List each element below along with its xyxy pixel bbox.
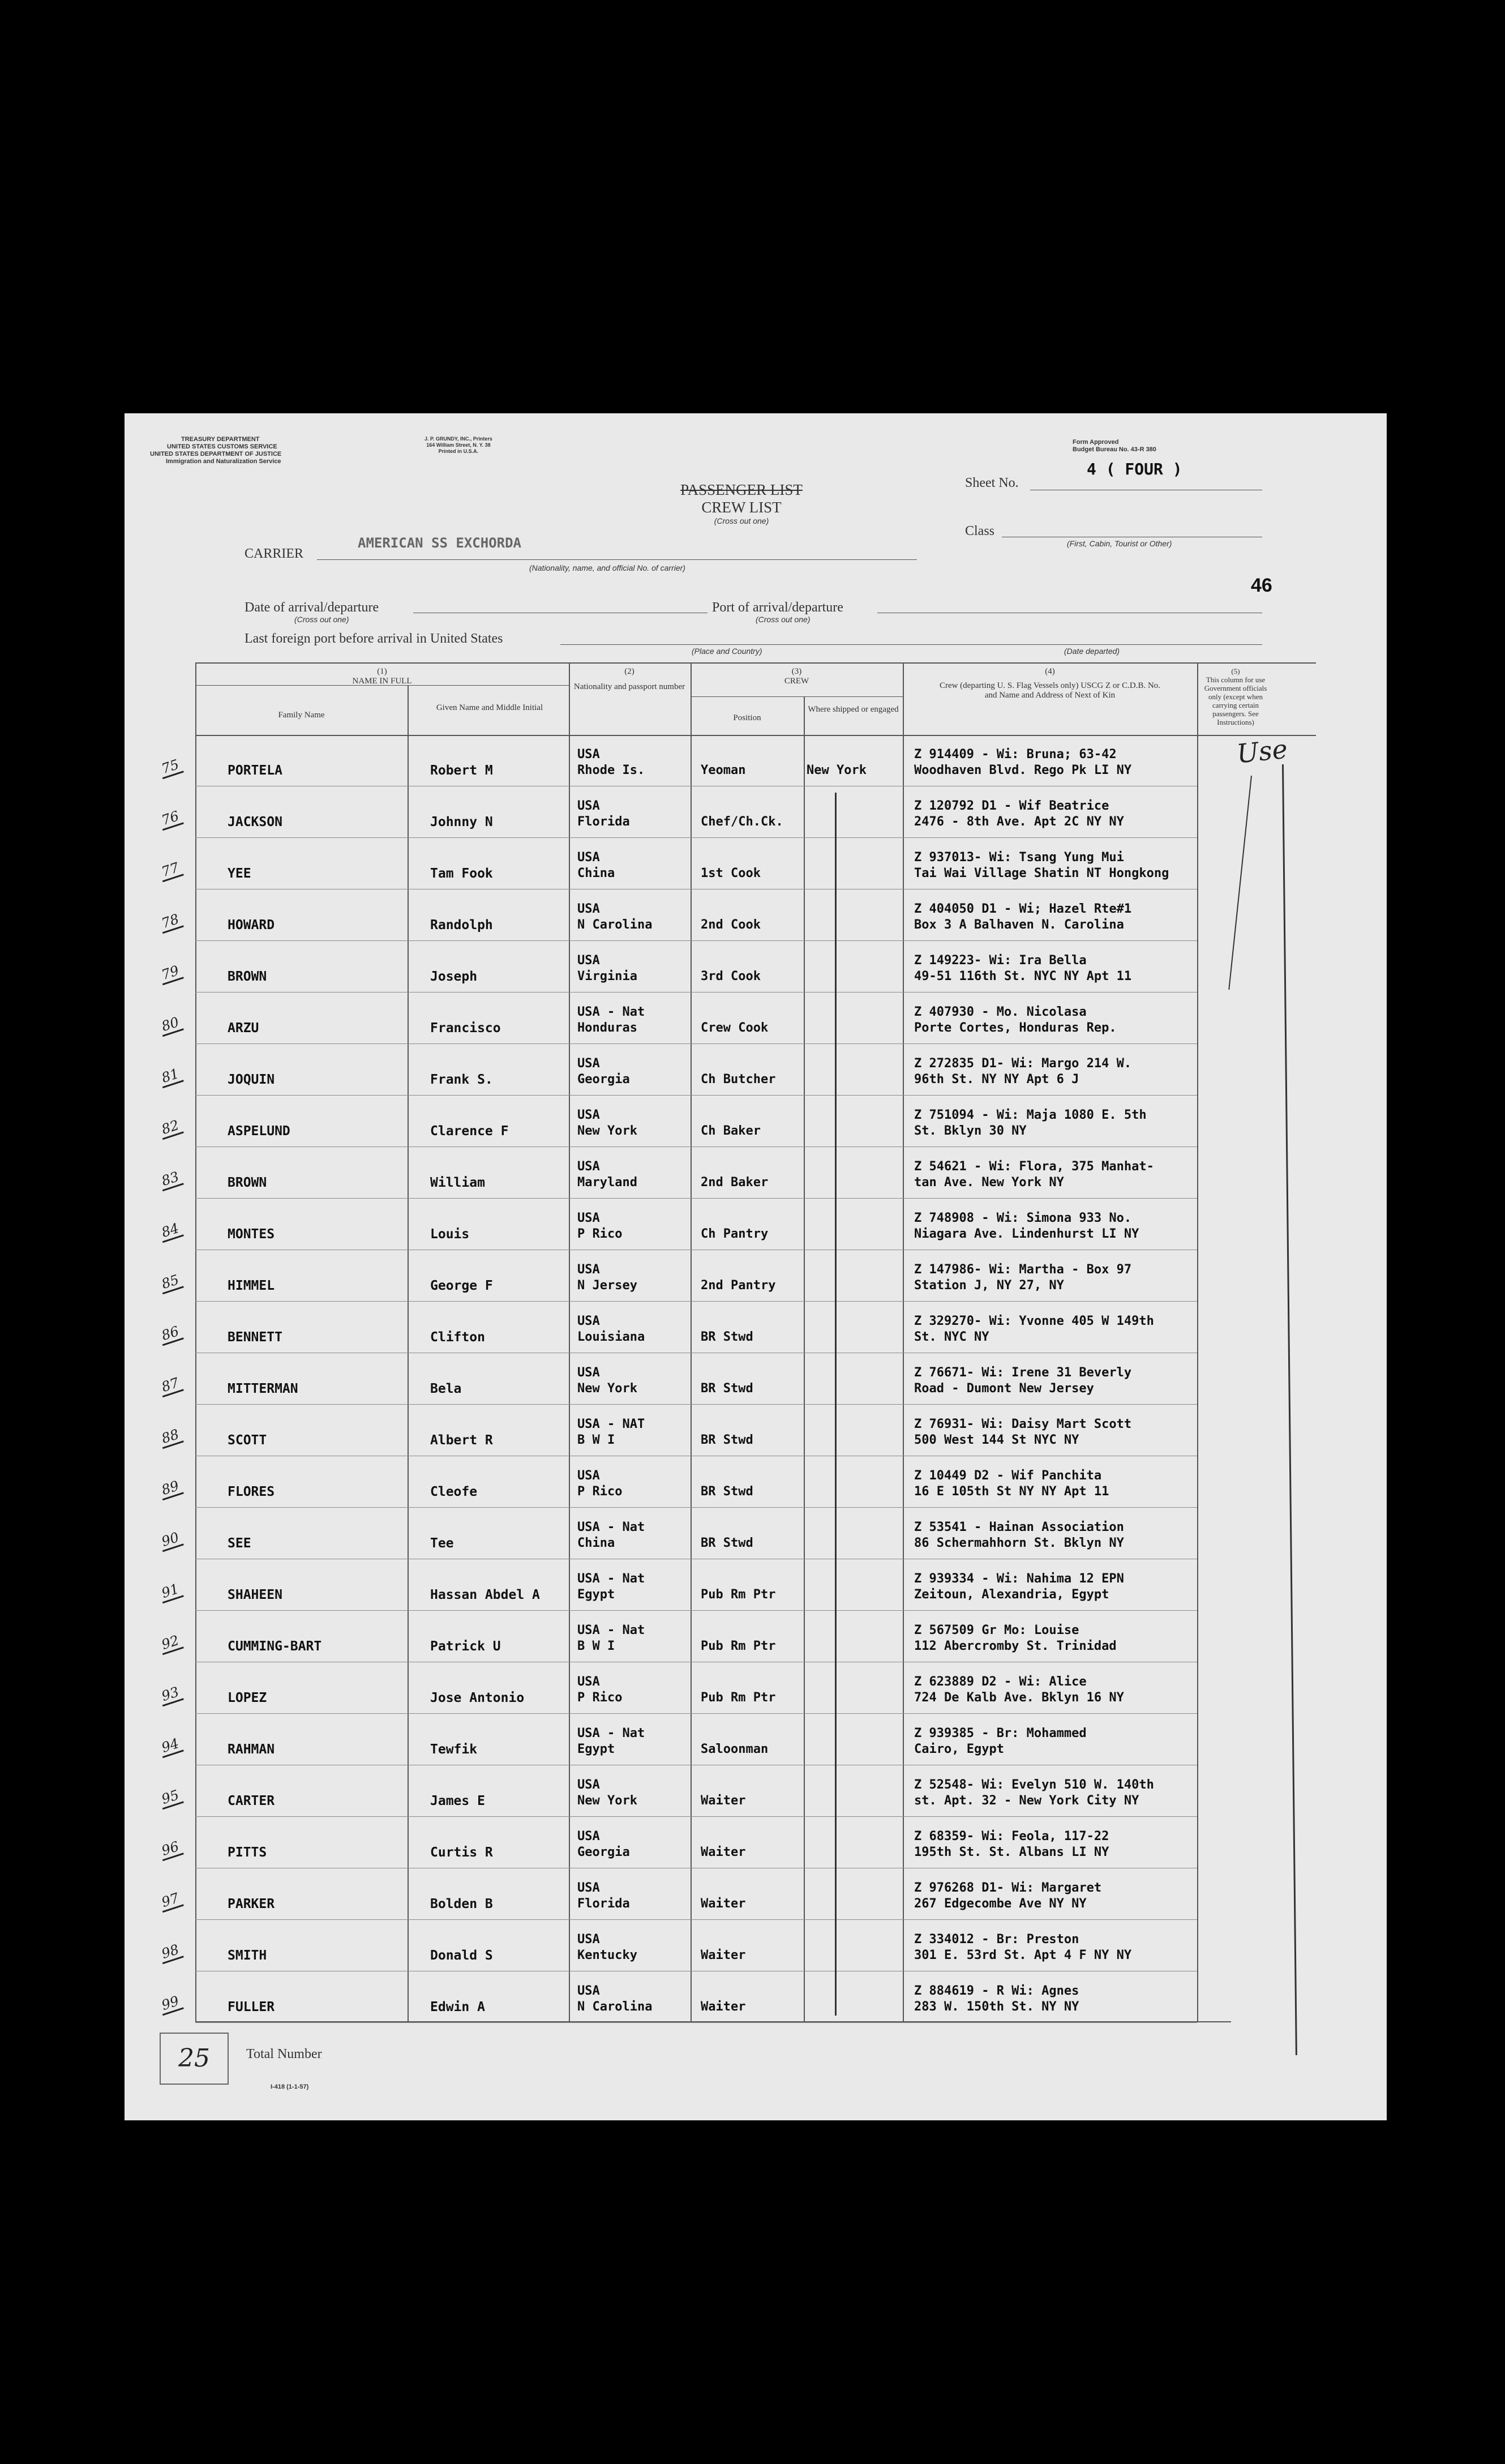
given-name: William xyxy=(430,1175,485,1190)
date-label: Date of arrival/departure xyxy=(245,600,379,615)
port-label: Port of arrival/departure xyxy=(712,600,843,615)
total-number-box xyxy=(160,2033,229,2085)
next-of-kin-line-2: 301 E. 53rd St. Apt 4 F NY NY xyxy=(914,1948,1132,1962)
family-name: FULLER xyxy=(228,2000,275,2014)
nationality-line-2: New York xyxy=(577,1794,637,1808)
given-name: Bela xyxy=(430,1381,462,1396)
nationality-line-1: USA - Nat xyxy=(577,1726,645,1740)
form-approved-line: Form Approved xyxy=(1073,439,1119,446)
family-name: MITTERMAN xyxy=(228,1381,298,1396)
position: Waiter xyxy=(701,2000,746,2014)
next-of-kin-line-1: Z 939385 - Br: Mohammed xyxy=(914,1726,1087,1740)
next-of-kin-line-1: Z 10449 D2 - Wif Panchita xyxy=(914,1469,1102,1483)
col3-title: CREW xyxy=(784,677,809,686)
next-of-kin-line-2: 86 Schermahhorn St. Bklyn NY xyxy=(914,1536,1124,1550)
agency-line: UNITED STATES DEPARTMENT OF JUSTICE xyxy=(150,451,282,457)
position: Pub Rm Ptr xyxy=(701,1639,776,1653)
position: Waiter xyxy=(701,1948,746,1962)
next-of-kin-line-1: Z 76671- Wi: Irene 31 Beverly xyxy=(914,1366,1132,1380)
family-name: ARZU xyxy=(228,1021,259,1036)
next-of-kin-line-2: Niagara Ave. Lindenhurst LI NY xyxy=(914,1227,1139,1241)
date-hint: (Cross out one) xyxy=(294,615,349,624)
printer-line: Printed in U.S.A. xyxy=(438,448,479,454)
nationality-line-2: B W I xyxy=(577,1639,615,1653)
carrier-label: CARRIER xyxy=(245,546,304,561)
nationality-line-2: China xyxy=(577,1536,615,1550)
given-name: Edwin A xyxy=(430,2000,485,2014)
col-position-header: Position xyxy=(733,713,761,722)
given-name: Joseph xyxy=(430,969,478,984)
col-family-header: Family Name xyxy=(278,711,325,720)
family-name: FLORES xyxy=(228,1485,275,1499)
nationality-line-1: USA xyxy=(577,1932,600,1947)
col1-number: (1) xyxy=(377,667,387,676)
family-name: ASPELUND xyxy=(228,1124,290,1139)
family-name: HIMMEL xyxy=(228,1278,275,1293)
position: Ch Baker xyxy=(701,1124,761,1138)
next-of-kin-line-2: Road - Dumont New Jersey xyxy=(914,1381,1094,1396)
table-row xyxy=(125,1508,1387,1559)
nationality-line-2: B W I xyxy=(577,1433,615,1447)
nationality-line-1: USA xyxy=(577,1366,600,1380)
next-of-kin-line-2: St. Bklyn 30 NY xyxy=(914,1124,1027,1138)
line-number: 81 xyxy=(157,1065,183,1088)
family-name: SMITH xyxy=(228,1948,267,1963)
position: BR Stwd xyxy=(701,1485,753,1499)
nationality-line-1: USA xyxy=(577,1469,600,1483)
agency-line: Immigration and Naturalization Service xyxy=(166,458,281,465)
line-number: 92 xyxy=(157,1632,183,1655)
next-of-kin-line-2: Box 3 A Balhaven N. Carolina xyxy=(914,918,1124,932)
position: Saloonman xyxy=(701,1742,769,1756)
printer-block xyxy=(425,436,492,455)
given-name: Louis xyxy=(430,1227,470,1242)
nationality-line-2: Georgia xyxy=(577,1072,630,1086)
given-name: Francisco xyxy=(430,1021,501,1036)
col4-number: (4) xyxy=(1045,667,1055,676)
table-row xyxy=(125,786,1387,838)
next-of-kin-line-2: Tai Wai Village Shatin NT Hongkong xyxy=(914,866,1169,880)
line-number: 91 xyxy=(157,1580,183,1603)
sheet-label: Sheet No. xyxy=(965,476,1019,490)
next-of-kin-line-1: Z 147986- Wi: Martha - Box 97 xyxy=(914,1263,1132,1277)
next-of-kin-line-1: Z 567509 Gr Mo: Louise xyxy=(914,1623,1079,1637)
carrier-hint: (Nationality, name, and official No. of carrier) xyxy=(529,563,685,572)
table-row xyxy=(125,1353,1387,1405)
position: 3rd Cook xyxy=(701,969,761,983)
position: Ch Pantry xyxy=(701,1227,769,1241)
form-code: I-418 (1-1-57) xyxy=(271,2084,309,2090)
form-approved-block xyxy=(1073,439,1156,454)
family-name: PORTELA xyxy=(228,763,282,778)
next-of-kin-line-1: Z 939334 - Wi: Nahima 12 EPN xyxy=(914,1572,1124,1586)
given-name: Patrick U xyxy=(430,1639,501,1654)
nationality-line-1: USA xyxy=(577,850,600,865)
position: Yeoman xyxy=(701,763,746,777)
next-of-kin-line-2: 195th St. St. Albans LI NY xyxy=(914,1845,1109,1859)
next-of-kin-line-2: 500 West 144 St NYC NY xyxy=(914,1433,1079,1447)
crew-list-page xyxy=(125,413,1387,2120)
table-row xyxy=(125,1611,1387,1662)
nationality-line-1: USA xyxy=(577,747,600,762)
given-name: Robert M xyxy=(430,763,493,778)
next-of-kin-line-1: Z 76931- Wi: Daisy Mart Scott xyxy=(914,1417,1132,1431)
next-of-kin-line-2: St. NYC NY xyxy=(914,1330,989,1344)
line-number: 79 xyxy=(157,962,183,985)
nationality-line-1: USA - Nat xyxy=(577,1572,645,1586)
nationality-line-2: N Jersey xyxy=(577,1278,637,1293)
family-name: BROWN xyxy=(228,969,267,984)
col-where-header: Where shipped or engaged xyxy=(808,705,899,714)
line-number: 87 xyxy=(157,1374,183,1397)
position: BR Stwd xyxy=(701,1536,753,1550)
family-name: RAHMAN xyxy=(228,1742,275,1757)
crew-list-title: CREW LIST xyxy=(701,499,782,516)
family-name: CUMMING-BART xyxy=(228,1639,322,1654)
table-row xyxy=(125,1147,1387,1199)
nationality-line-1: USA xyxy=(577,1160,600,1174)
position: Waiter xyxy=(701,1845,746,1859)
nationality-line-2: China xyxy=(577,866,615,880)
last-port-label: Last foreign port before arrival in United States xyxy=(245,631,503,646)
position: Pub Rm Ptr xyxy=(701,1691,776,1705)
carrier-value: AMERICAN SS EXCHORDA xyxy=(358,535,521,551)
next-of-kin-line-2: 16 E 105th St NY NY Apt 11 xyxy=(914,1485,1109,1499)
family-name: PARKER xyxy=(228,1897,275,1911)
next-of-kin-line-1: Z 334012 - Br: Preston xyxy=(914,1932,1079,1947)
col-given-header: Given Name and Middle Initial xyxy=(436,703,543,712)
table-row xyxy=(125,1456,1387,1508)
col2-header xyxy=(573,667,686,692)
given-name: Bolden B xyxy=(430,1897,493,1911)
form-approved-line: Budget Bureau No. 43-R 380 xyxy=(1073,446,1156,453)
next-of-kin-line-2: Cairo, Egypt xyxy=(914,1742,1004,1756)
place-hint: (Place and Country) xyxy=(692,647,762,656)
table-row xyxy=(125,1971,1387,2023)
next-of-kin-line-2: st. Apt. 32 - New York City NY xyxy=(914,1794,1139,1808)
nationality-line-1: USA xyxy=(577,902,600,916)
line-number: 88 xyxy=(157,1426,183,1449)
family-name: CARTER xyxy=(228,1794,275,1808)
nationality-line-1: USA xyxy=(577,1881,600,1895)
position: BR Stwd xyxy=(701,1433,753,1447)
line-number: 75 xyxy=(157,756,183,779)
nationality-line-2: Egypt xyxy=(577,1588,615,1602)
next-of-kin-line-2: 724 De Kalb Ave. Bklyn 16 NY xyxy=(914,1691,1124,1705)
col2-number: (2) xyxy=(624,667,634,676)
family-name: JOQUIN xyxy=(228,1072,275,1087)
position: Waiter xyxy=(701,1794,746,1808)
nationality-line-2: Florida xyxy=(577,815,630,829)
line-number: 78 xyxy=(157,910,183,934)
given-name: Tewfik xyxy=(430,1742,478,1757)
table-row xyxy=(125,1662,1387,1714)
table-row xyxy=(125,1405,1387,1456)
given-name: Curtis R xyxy=(430,1845,493,1860)
line-number: 77 xyxy=(157,859,183,882)
position: 2nd Cook xyxy=(701,918,761,932)
nationality-line-1: USA - Nat xyxy=(577,1005,645,1019)
nationality-line-2: New York xyxy=(577,1124,637,1138)
col2-title: Nationality and passport number xyxy=(573,682,685,691)
nationality-line-1: USA xyxy=(577,1675,600,1689)
next-of-kin-line-1: Z 937013- Wi: Tsang Yung Mui xyxy=(914,850,1124,865)
nationality-line-2: Egypt xyxy=(577,1742,615,1756)
col4-title: Crew (departing U. S. Flag Vessels only) USCG Z or C.D.B. No. and Name and Address of Next of Kin xyxy=(939,681,1161,700)
line-number: 76 xyxy=(157,807,183,831)
col5-mark: Use xyxy=(1235,733,1289,769)
nationality-line-2: Kentucky xyxy=(577,1948,637,1962)
given-name: Frank S. xyxy=(430,1072,493,1087)
next-of-kin-line-1: Z 329270- Wi: Yvonne 405 W 149th xyxy=(914,1314,1154,1328)
class-hint: (First, Cabin, Tourist or Other) xyxy=(1067,539,1172,548)
line-number: 80 xyxy=(157,1013,183,1037)
table-row xyxy=(125,1199,1387,1250)
nationality-line-1: USA - Nat xyxy=(577,1520,645,1534)
page-number: 46 xyxy=(1251,575,1272,596)
line-number: 98 xyxy=(157,1941,183,1964)
line-number: 90 xyxy=(157,1529,183,1552)
position: 2nd Pantry xyxy=(701,1278,776,1293)
line-number: 89 xyxy=(157,1477,183,1500)
line-number: 85 xyxy=(157,1271,183,1294)
nationality-line-2: Rhode Is. xyxy=(577,763,645,777)
printer-line: J. P. GRUNDY, INC., Printers xyxy=(425,436,492,442)
col4-header xyxy=(911,667,1189,700)
position: Waiter xyxy=(701,1897,746,1911)
given-name: George F xyxy=(430,1278,493,1293)
given-name: Randolph xyxy=(430,918,493,932)
family-name: MONTES xyxy=(228,1227,275,1242)
col3-number: (3) xyxy=(791,667,802,676)
nationality-line-2: Honduras xyxy=(577,1021,637,1035)
line-number: 95 xyxy=(157,1786,183,1810)
nationality-line-2: Virginia xyxy=(577,969,637,983)
line-number: 97 xyxy=(157,1889,183,1913)
next-of-kin-line-1: Z 272835 D1- Wi: Margo 214 W. xyxy=(914,1056,1132,1071)
nationality-line-1: USA xyxy=(577,799,600,813)
nationality-line-1: USA xyxy=(577,1263,600,1277)
printer-line: 164 William Street, N. Y. 38 xyxy=(426,442,491,448)
next-of-kin-line-1: Z 54621 - Wi: Flora, 375 Manhat- xyxy=(914,1160,1154,1174)
line-number: 84 xyxy=(157,1220,183,1243)
given-name: Clifton xyxy=(430,1330,485,1345)
given-name: Johnny N xyxy=(430,815,493,829)
line-number: 96 xyxy=(157,1838,183,1861)
total-number-value: 25 xyxy=(178,2044,210,2073)
nationality-line-2: Georgia xyxy=(577,1845,630,1859)
position: Ch Butcher xyxy=(701,1072,776,1086)
next-of-kin-line-2: 2476 - 8th Ave. Apt 2C NY NY xyxy=(914,815,1124,829)
next-of-kin-line-1: Z 68359- Wi: Feola, 117-22 xyxy=(914,1829,1109,1843)
nationality-line-2: Maryland xyxy=(577,1175,637,1190)
table-row xyxy=(125,1096,1387,1147)
total-number-label: Total Number xyxy=(246,2047,322,2061)
nationality-line-1: USA xyxy=(577,1778,600,1792)
col3-header xyxy=(691,667,903,686)
table-row xyxy=(125,1868,1387,1920)
nationality-line-1: USA - NAT xyxy=(577,1417,645,1431)
sheet-value: 4 ( FOUR ) xyxy=(1087,460,1182,478)
line-number: 94 xyxy=(157,1735,183,1758)
family-name: JACKSON xyxy=(228,815,282,829)
next-of-kin-line-2: Woodhaven Blvd. Rego Pk LI NY xyxy=(914,763,1132,777)
given-name: Hassan Abdel A xyxy=(430,1588,540,1602)
next-of-kin-line-1: Z 914409 - Wi: Bruna; 63-42 xyxy=(914,747,1117,762)
next-of-kin-line-2: Zeitoun, Alexandria, Egypt xyxy=(914,1588,1109,1602)
next-of-kin-line-1: Z 404050 D1 - Wi; Hazel Rte#1 xyxy=(914,902,1132,916)
family-name: HOWARD xyxy=(228,918,275,932)
given-name: Albert R xyxy=(430,1433,493,1448)
nationality-line-1: USA - Nat xyxy=(577,1623,645,1637)
next-of-kin-line-1: Z 751094 - Wi: Maja 1080 E. 5th xyxy=(914,1108,1147,1122)
line-number: 99 xyxy=(157,1992,183,2016)
nationality-line-1: USA xyxy=(577,1829,600,1843)
position: Pub Rm Ptr xyxy=(701,1588,776,1602)
line-number: 86 xyxy=(157,1323,183,1346)
table-row xyxy=(125,1920,1387,1971)
nationality-line-1: USA xyxy=(577,1211,600,1225)
nationality-line-2: P Rico xyxy=(577,1227,623,1241)
family-name: YEE xyxy=(228,866,251,881)
given-name: Cleofe xyxy=(430,1485,478,1499)
nationality-line-2: P Rico xyxy=(577,1485,623,1499)
table-row xyxy=(125,941,1387,993)
line-number: 82 xyxy=(157,1116,183,1140)
table-row xyxy=(125,1714,1387,1765)
position: 1st Cook xyxy=(701,866,761,880)
next-of-kin-line-1: Z 976268 D1- Wi: Margaret xyxy=(914,1881,1102,1895)
given-name: Tam Fook xyxy=(430,866,493,881)
nationality-line-1: USA xyxy=(577,953,600,968)
family-name: SHAHEEN xyxy=(228,1588,282,1602)
table-row xyxy=(125,1765,1387,1817)
where-shipped: New York xyxy=(807,763,867,777)
next-of-kin-line-2: 49-51 116th St. NYC NY Apt 11 xyxy=(914,969,1132,983)
position: BR Stwd xyxy=(701,1330,753,1344)
given-name: Clarence F xyxy=(430,1124,509,1139)
table-row xyxy=(125,838,1387,889)
nationality-line-2: Louisiana xyxy=(577,1330,645,1344)
next-of-kin-line-2: 112 Abercromby St. Trinidad xyxy=(914,1639,1117,1653)
family-name: BENNETT xyxy=(228,1330,282,1345)
col1-title: NAME IN FULL xyxy=(352,677,412,686)
position: Crew Cook xyxy=(701,1021,769,1035)
table-row xyxy=(125,1044,1387,1096)
nationality-line-2: New York xyxy=(577,1381,637,1396)
table-row xyxy=(125,1250,1387,1302)
passenger-list-struck: PASSENGER LIST xyxy=(680,481,803,498)
table-row xyxy=(125,1559,1387,1611)
family-name: SEE xyxy=(228,1536,251,1551)
table-row xyxy=(125,889,1387,941)
next-of-kin-line-1: Z 149223- Wi: Ira Bella xyxy=(914,953,1087,968)
nationality-line-1: USA xyxy=(577,1108,600,1122)
agency-line: UNITED STATES CUSTOMS SERVICE xyxy=(167,443,277,450)
given-name: James E xyxy=(430,1794,485,1808)
line-number: 93 xyxy=(157,1683,183,1706)
next-of-kin-line-1: Z 52548- Wi: Evelyn 510 W. 140th xyxy=(914,1778,1154,1792)
port-hint: (Cross out one) xyxy=(756,615,811,624)
next-of-kin-line-1: Z 884619 - R Wi: Agnes xyxy=(914,1984,1079,1998)
col5-title: This column for use Government officials only (except when carrying certain passengers. See Instructions) xyxy=(1204,675,1267,726)
agency-line: TREASURY DEPARTMENT xyxy=(181,436,260,443)
table-row xyxy=(125,993,1387,1044)
position: 2nd Baker xyxy=(701,1175,769,1190)
next-of-kin-line-2: Porte Cortes, Honduras Rep. xyxy=(914,1021,1117,1035)
line-number: 83 xyxy=(157,1168,183,1191)
family-name: LOPEZ xyxy=(228,1691,267,1705)
date-departed-hint: (Date departed) xyxy=(1064,647,1120,656)
col5-number: (5) xyxy=(1231,667,1240,675)
nationality-line-1: USA xyxy=(577,1314,600,1328)
table-row xyxy=(125,1817,1387,1868)
class-label: Class xyxy=(965,524,995,538)
table-row xyxy=(125,735,1387,786)
given-name: Donald S xyxy=(430,1948,493,1963)
cross-out-hint: (Cross out one) xyxy=(714,516,769,525)
agency-block xyxy=(150,436,281,465)
position: Chef/Ch.Ck. xyxy=(701,815,783,829)
next-of-kin-line-2: Station J, NY 27, NY xyxy=(914,1278,1064,1293)
col1-header xyxy=(195,667,569,686)
list-title-block xyxy=(668,481,815,525)
next-of-kin-line-1: Z 623889 D2 - Wi: Alice xyxy=(914,1675,1087,1689)
nationality-line-2: P Rico xyxy=(577,1691,623,1705)
col5-header xyxy=(1199,667,1272,726)
nationality-line-2: N Carolina xyxy=(577,2000,653,2014)
given-name: Jose Antonio xyxy=(430,1691,525,1705)
nationality-line-2: N Carolina xyxy=(577,918,653,932)
next-of-kin-line-1: Z 53541 - Hainan Association xyxy=(914,1520,1124,1534)
next-of-kin-line-2: 283 W. 150th St. NY NY xyxy=(914,2000,1079,2014)
next-of-kin-line-1: Z 748908 - Wi: Simona 933 No. xyxy=(914,1211,1132,1225)
given-name: Tee xyxy=(430,1536,454,1551)
nationality-line-1: USA xyxy=(577,1984,600,1998)
family-name: SCOTT xyxy=(228,1433,267,1448)
next-of-kin-line-2: 267 Edgecombe Ave NY NY xyxy=(914,1897,1087,1911)
nationality-line-2: Florida xyxy=(577,1897,630,1911)
next-of-kin-line-2: tan Ave. New York NY xyxy=(914,1175,1064,1190)
family-name: BROWN xyxy=(228,1175,267,1190)
nationality-line-1: USA xyxy=(577,1056,600,1071)
next-of-kin-line-1: Z 120792 D1 - Wif Beatrice xyxy=(914,799,1109,813)
table-row xyxy=(125,1302,1387,1353)
family-name: PITTS xyxy=(228,1845,267,1860)
next-of-kin-line-2: 96th St. NY NY Apt 6 J xyxy=(914,1072,1079,1086)
position: BR Stwd xyxy=(701,1381,753,1396)
next-of-kin-line-1: Z 407930 - Mo. Nicolasa xyxy=(914,1005,1087,1019)
